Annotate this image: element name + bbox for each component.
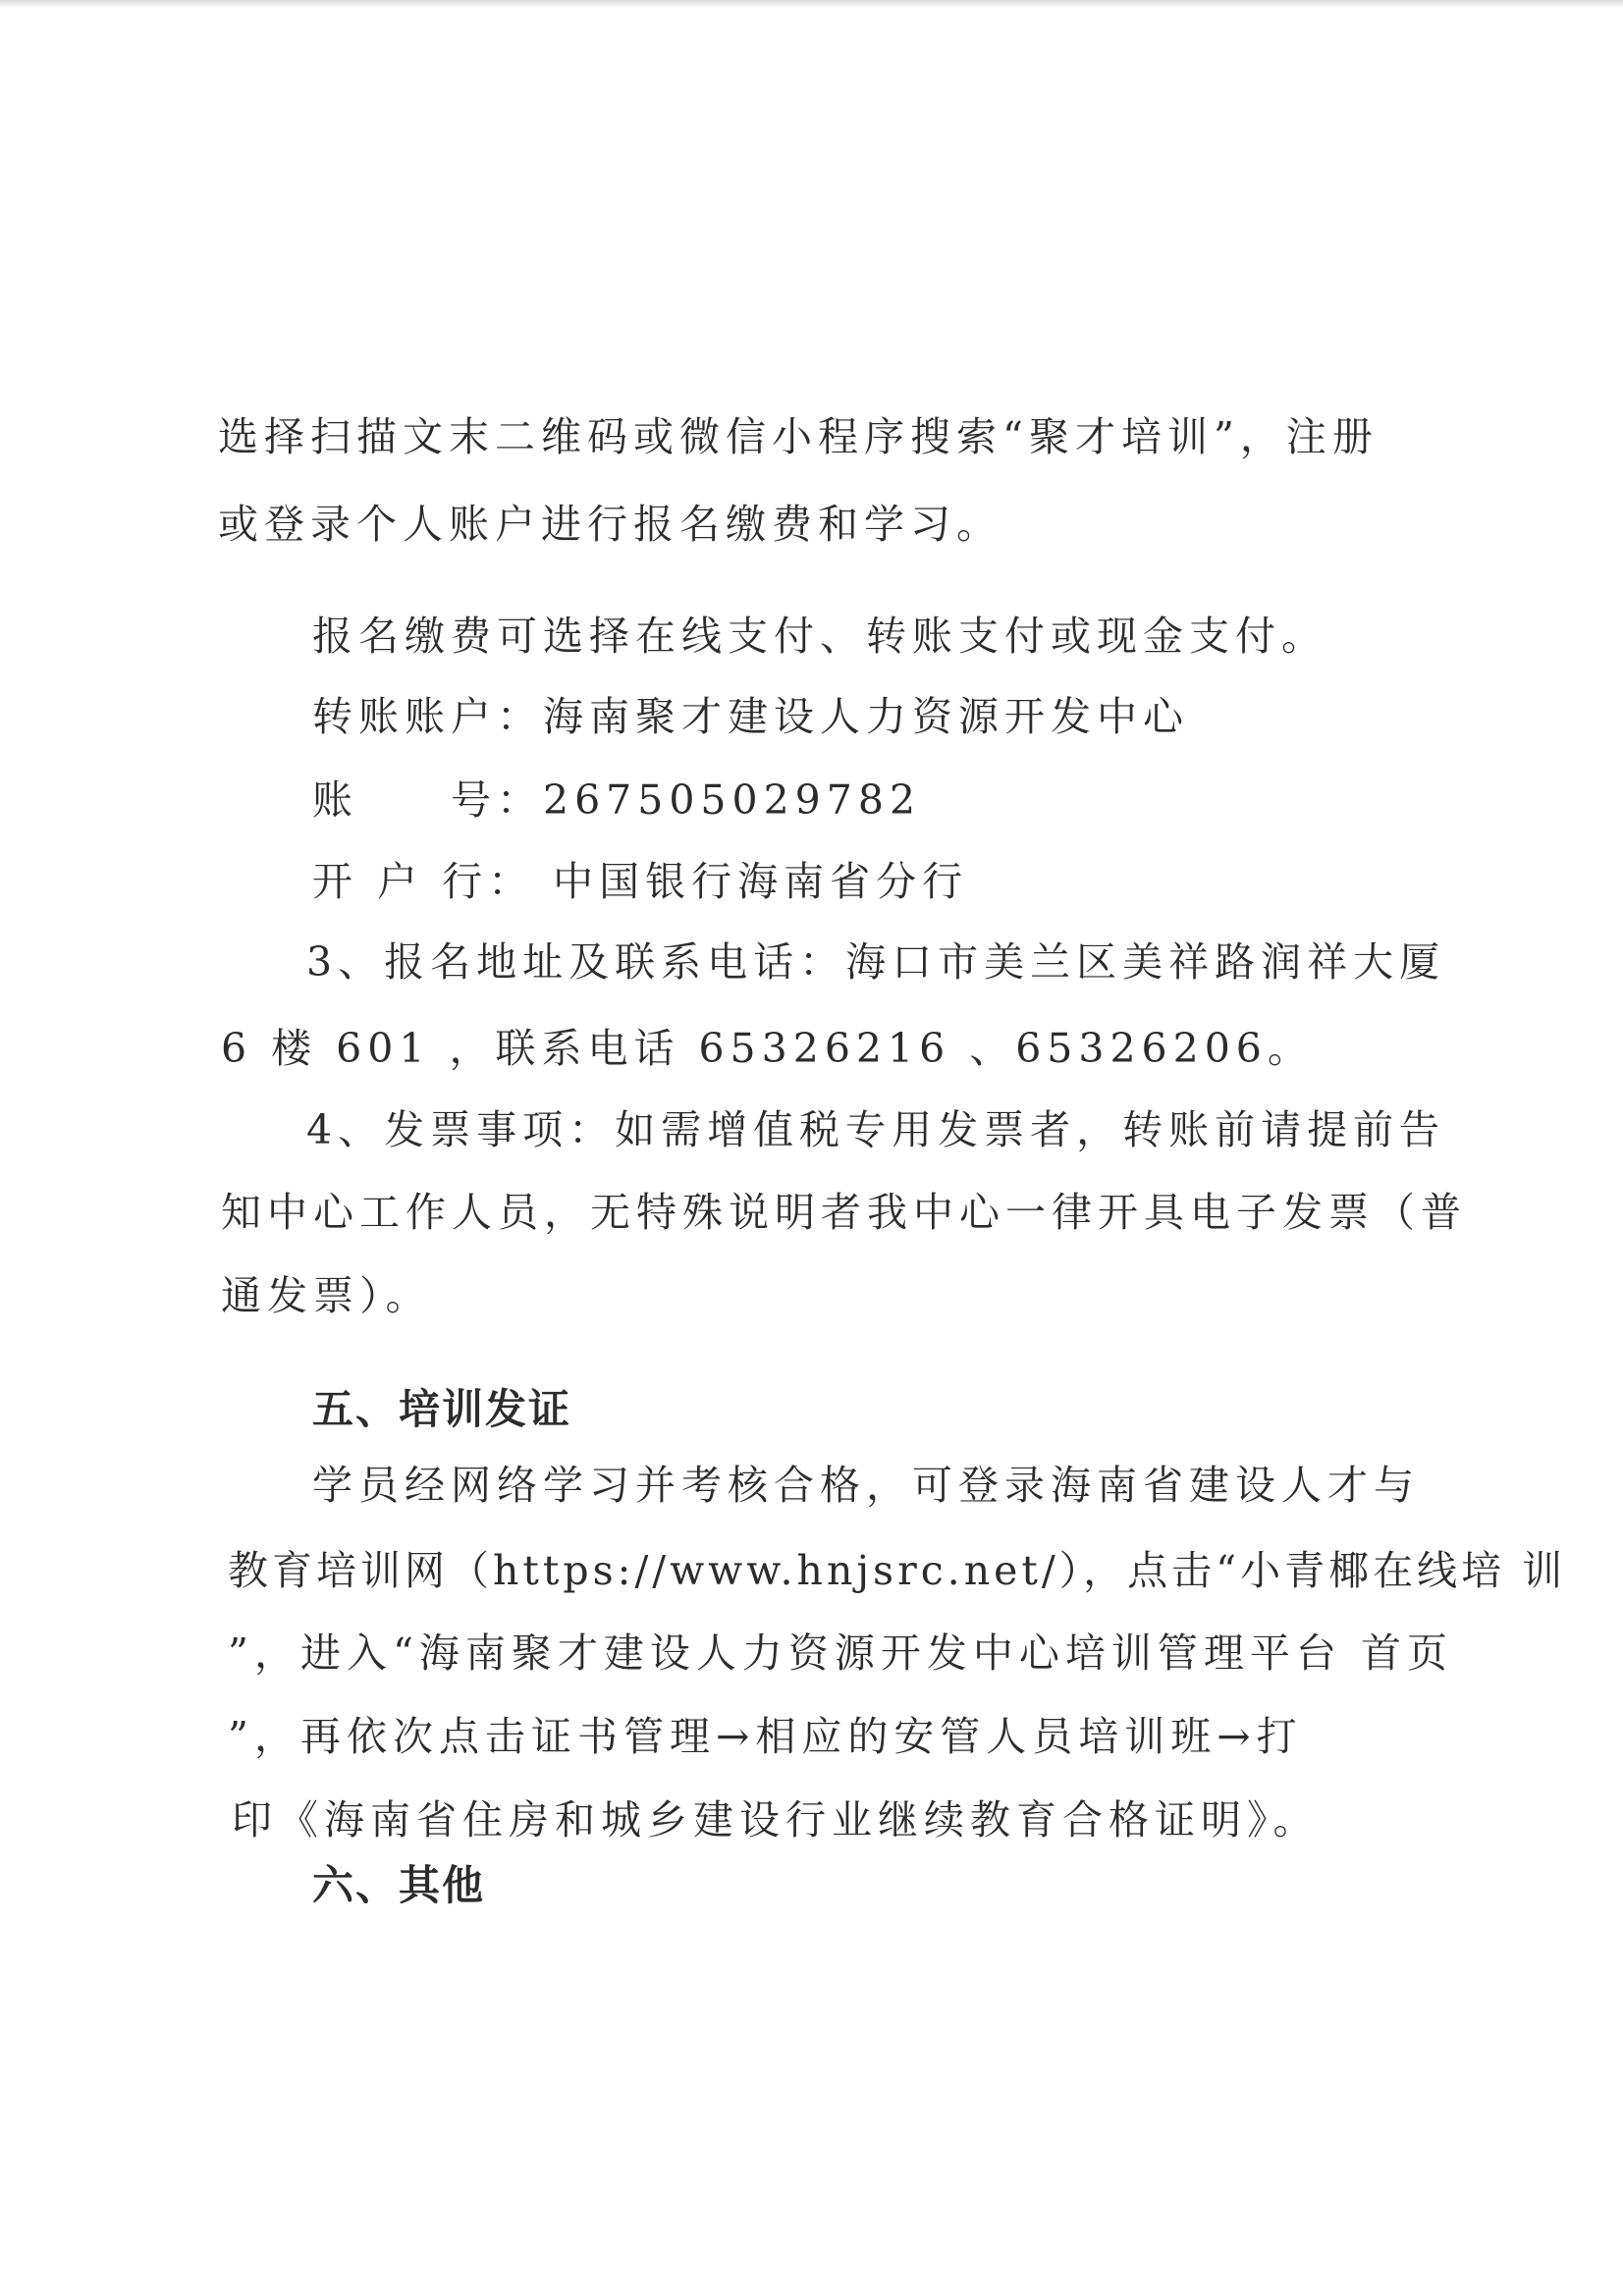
address-line-2: 6 楼 601 ，联系电话 65326216 、65326206。 [221, 1025, 1314, 1072]
payment-methods-line: 报名缴费可选择在线支付、转账支付或现金支付。 [312, 613, 1327, 660]
address-line-1: 3、报名地址及联系电话：海口市美兰区美祥路润祥大厦 [306, 938, 1446, 986]
paragraph-line-2: 或登录个人账户进行报名缴费和学习。 [218, 501, 1002, 548]
account-name-line: 转账账户：海南聚才建设人力资源开发中心 [312, 693, 1189, 740]
certificate-line-3: ”，进入“海南聚才建设人力资源开发中心培训管理平台 首页 [228, 1629, 1453, 1677]
scan-top-edge [0, 0, 1623, 8]
section-heading-other: 六、其他 [312, 1861, 486, 1909]
invoice-line-2: 知中心工作人员，无特殊说明者我中心一律开具电子发票（普 [221, 1189, 1467, 1236]
invoice-line-3: 通发票）。 [221, 1272, 432, 1319]
certificate-line-4: ”，再依次点击证书管理→相应的安管人员培训班→打 [228, 1713, 1303, 1760]
certificate-line-2: 教育培训网（https://www.hnjsrc.net/），点击“小青椰在线培 训 [228, 1547, 1567, 1594]
account-number-line: 账 号：267505029782 [312, 776, 922, 824]
section-heading-training-certificate: 五、培训发证 [312, 1385, 572, 1433]
paragraph-line-1: 选择扫描文末二维码或微信小程序搜索“聚才培训”，注册 [218, 413, 1379, 460]
certificate-line-5: 印《海南省住房和城乡建设行业继续教育合格证明》。 [232, 1796, 1320, 1843]
bank-line: 开 户 行： 中国银行海南省分行 [312, 858, 969, 905]
invoice-line-1: 4、发票事项：如需增值税专用发票者，转账前请提前告 [306, 1106, 1446, 1153]
certificate-line-1: 学员经网络学习并考核合格，可登录海南省建设人才与 [312, 1462, 1420, 1509]
